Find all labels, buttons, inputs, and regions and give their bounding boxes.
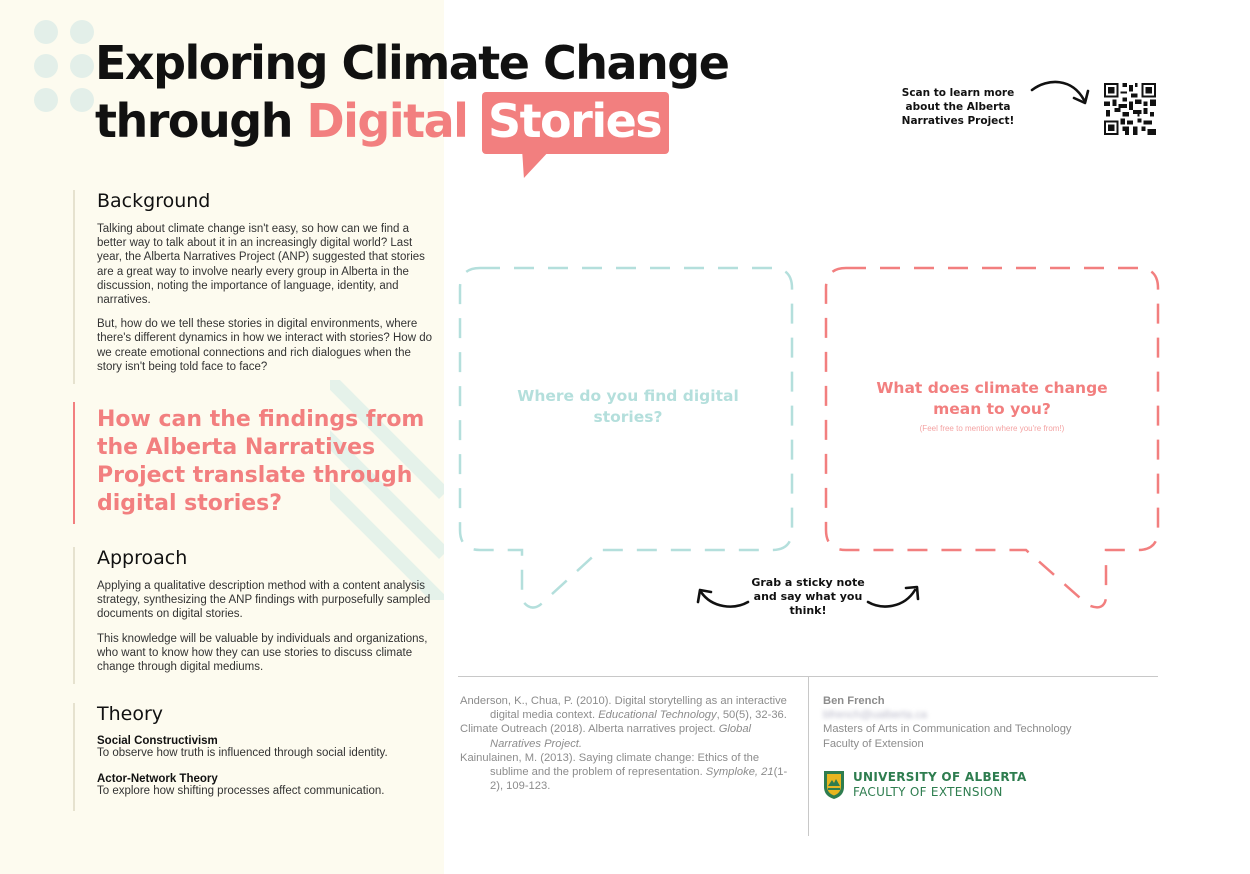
reference-item: Anderson, K., Chua, P. (2010). Digital storytelling as an interactive digital media context. Educational Technology, 50(5), 32-36. — [460, 695, 787, 722]
title-accent-word: Digital — [306, 94, 468, 148]
background-paragraph-2: But, how do we tell these stories in digital environments, where there's different dynamics in how we interact with stories? How do we create emotional connections and rich dialogues when the story isn't being told face to face? — [97, 318, 432, 373]
theory-section — [73, 703, 388, 811]
curved-arrow-icon — [1028, 76, 1092, 112]
theory-term: Actor-Network Theory — [97, 773, 218, 785]
author-faculty: Faculty of Extension — [823, 737, 924, 750]
prompt-digital-stories: Where do you find digital stories? — [517, 387, 739, 426]
poster-title — [95, 34, 728, 150]
approach-section — [73, 547, 437, 684]
theory-definition: To observe how truth is influenced through social identity. — [97, 747, 388, 759]
research-question — [73, 402, 427, 524]
scan-prompt: Scan to learn more about the Alberta Narratives Project! — [901, 87, 1015, 127]
approach-heading: Approach — [97, 547, 188, 569]
university-logo — [823, 770, 1027, 800]
approach-paragraph-2: This knowledge will be valuable by individuals and organizations, who want to know how they can use stories to discuss climate change through digital mediums. — [97, 632, 428, 674]
curved-arrow-right-icon — [864, 580, 922, 614]
university-name-line-2: FACULTY OF EXTENSION — [853, 785, 1003, 799]
sticky-note-prompt: Grab a sticky note and say what you think! — [751, 576, 865, 617]
theory-definition: To explore how shifting processes affect communication. — [97, 785, 385, 797]
title-highlight-word: Stories — [482, 92, 669, 154]
author-program: Masters of Arts in Communication and Technology — [823, 723, 1072, 736]
qr-code-icon[interactable] — [1104, 83, 1156, 135]
title-bubble-tail — [512, 150, 550, 178]
background-heading: Background — [97, 190, 211, 212]
university-name — [853, 770, 1027, 800]
red-speech-bubble — [816, 260, 1174, 620]
title-line-1: Exploring Climate Change — [95, 36, 729, 90]
title-line-2 — [95, 92, 728, 150]
university-name-line-1: UNIVERSITY OF ALBERTA — [853, 770, 1027, 784]
theory-term: Social Constructivism — [97, 735, 218, 747]
theory-heading: Theory — [97, 703, 164, 725]
teal-speech-bubble — [450, 260, 808, 620]
title-prefix: through — [95, 94, 292, 148]
footer-column-divider — [808, 676, 809, 836]
author-info — [823, 694, 1072, 751]
background-paragraph-1: Talking about climate change isn't easy, so how can we find a better way to talk about it in an increasingly digital world? Last year, the Alberta Narratives Project (ANP) suggested that stories are a great way to involve nearly every group in Alberta in the discussion, noting the importance of language, identity, and narratives. — [97, 223, 425, 307]
research-question-text: How can the findings from the Alberta Narratives Project translate through digital stories? — [97, 407, 425, 516]
curved-arrow-left-icon — [694, 578, 752, 612]
background-section — [73, 190, 437, 384]
prompt-climate-subtext: (Feel free to mention where you're from!) — [919, 424, 1065, 433]
author-email: bfrench@ualberta.ca — [823, 709, 928, 722]
reference-item: Climate Outreach (2018). Alberta narratives project. Global Narratives Project. — [460, 723, 752, 750]
prompt-climate-meaning: What does climate change mean to you? — [876, 379, 1108, 418]
references-list — [460, 694, 798, 793]
reference-item: Kainulainen, M. (2013). Saying climate change: Ethics of the sublime and the problem of representation. Symploke, 21(1-2), 109-123. — [460, 751, 788, 793]
approach-paragraph-1: Applying a qualitative description method with a content analysis strategy, synthesizing the ANP findings with purposefully sampled documents on digital stories. — [97, 580, 431, 621]
university-crest-icon — [823, 770, 845, 800]
author-name: Ben French — [823, 695, 885, 707]
